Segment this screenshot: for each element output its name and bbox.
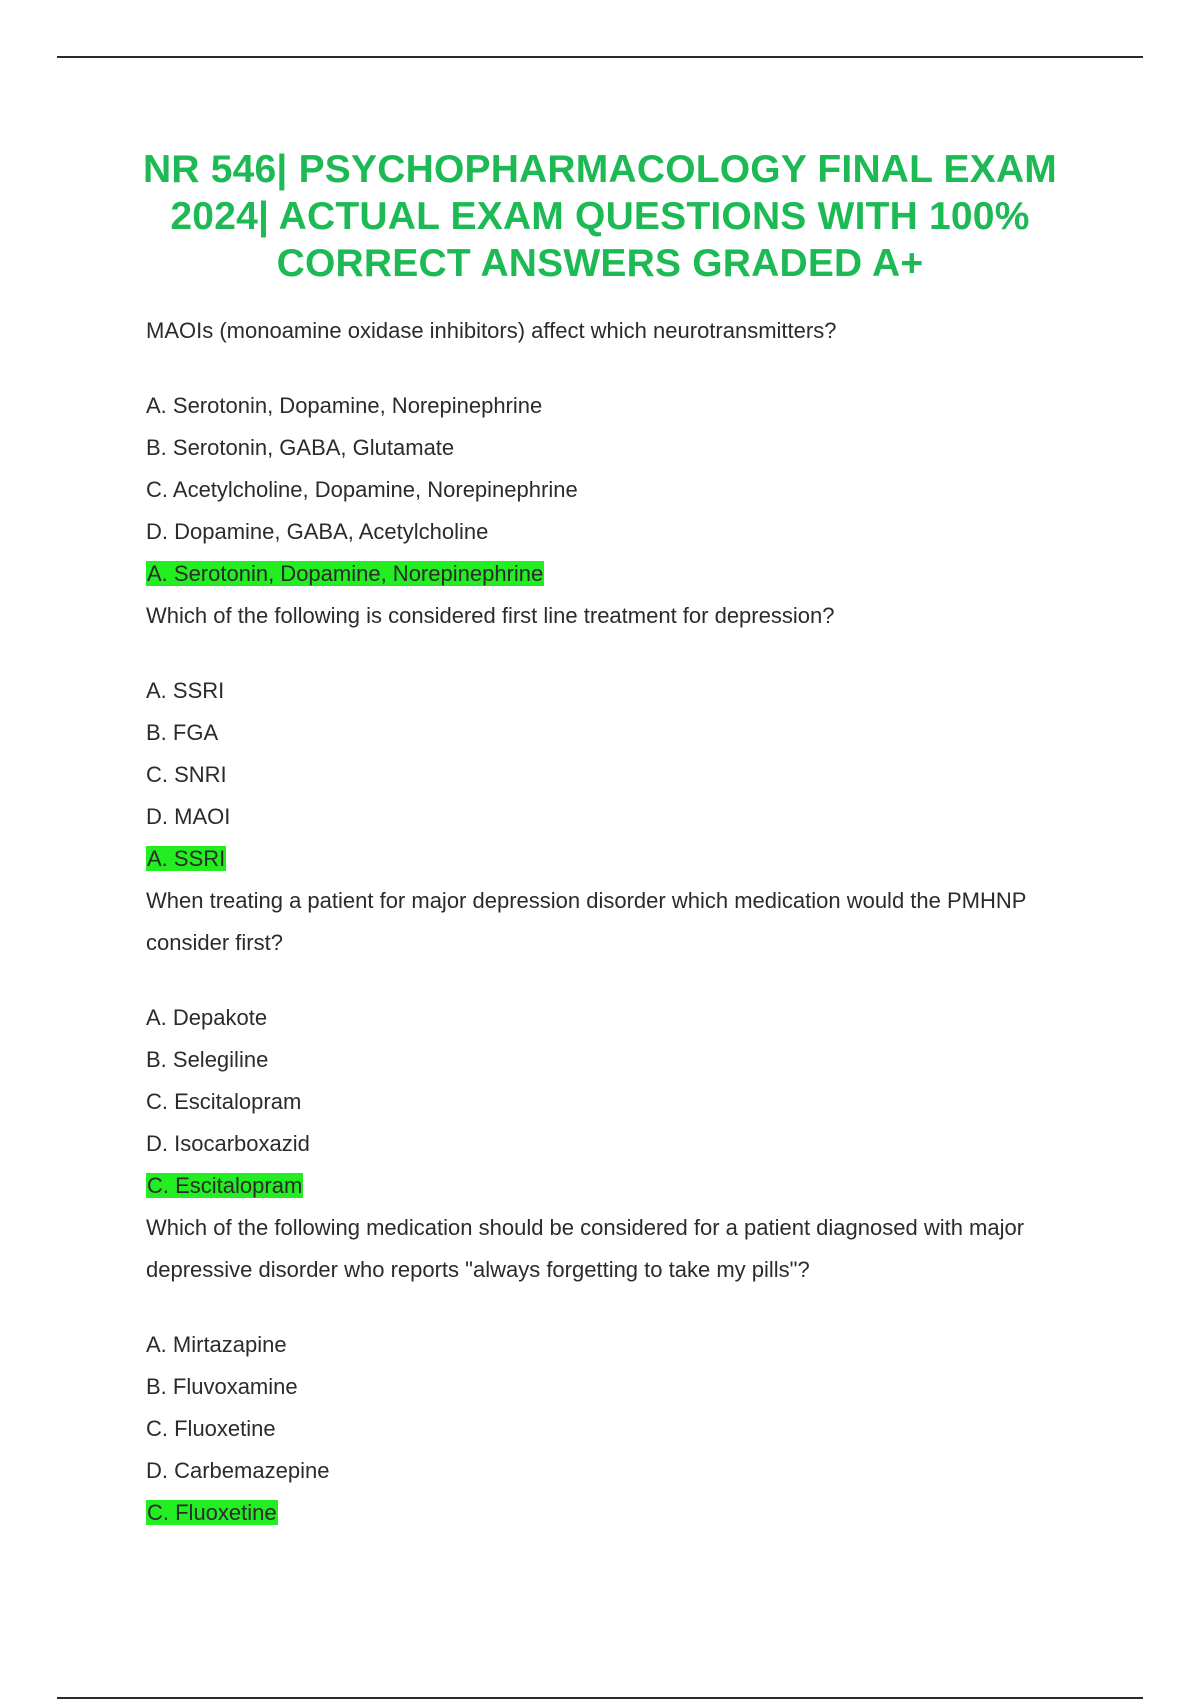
question-block-4 xyxy=(146,1207,1086,1534)
correct-answer-highlight: A. Serotonin, Dopamine, Norepinephrine xyxy=(147,561,544,586)
option-list xyxy=(146,1324,1086,1492)
answer-line xyxy=(146,1165,1086,1207)
top-divider xyxy=(57,56,1143,58)
option-item: A. Serotonin, Dopamine, Norepinephrine xyxy=(146,393,543,418)
questions-container xyxy=(146,310,1086,1534)
option-item: B. Serotonin, GABA, Glutamate xyxy=(146,435,455,460)
option-item: B. Selegiline xyxy=(146,1047,269,1072)
question-text: When treating a patient for major depression disorder which medication would the PMHNP consider first? xyxy=(146,888,1027,955)
answer-line xyxy=(146,1492,1086,1534)
option-item: D. MAOI xyxy=(146,804,231,829)
document-title: NR 546| PSYCHOPHARMACOLOGY FINAL EXAM 2024| ACTUAL EXAM QUESTIONS WITH 100% CORRECT ANSWERS GRADED A+ xyxy=(143,148,1057,285)
option-item: D. Dopamine, GABA, Acetylcholine xyxy=(146,519,489,544)
correct-answer-highlight: A. SSRI xyxy=(147,846,226,871)
option-item: B. Fluvoxamine xyxy=(146,1374,298,1399)
question-block-3 xyxy=(146,880,1086,1207)
answer-line xyxy=(146,553,1086,595)
question-text: Which of the following is considered first line treatment for depression? xyxy=(146,603,835,628)
option-list xyxy=(146,385,1086,553)
option-item: B. FGA xyxy=(146,720,219,745)
question-block-2 xyxy=(146,595,1086,880)
question-text: Which of the following medication should be considered for a patient diagnosed with major depressive disorder who reports "always forgetting to take my pills"? xyxy=(146,1215,1025,1282)
correct-answer-highlight: C. Escitalopram xyxy=(147,1173,303,1198)
option-list xyxy=(146,670,1086,838)
question-text: MAOIs (monoamine oxidase inhibitors) affect which neurotransmitters? xyxy=(146,318,837,343)
option-item: A. Depakote xyxy=(146,1005,268,1030)
option-item: D. Carbemazepine xyxy=(146,1458,330,1483)
option-item: A. SSRI xyxy=(146,678,225,703)
option-item: D. Isocarboxazid xyxy=(146,1131,310,1156)
option-list xyxy=(146,997,1086,1165)
bottom-divider xyxy=(57,1697,1143,1699)
answer-line xyxy=(146,838,1086,880)
option-item: C. Escitalopram xyxy=(146,1089,302,1114)
option-item: C. Acetylcholine, Dopamine, Norepinephrine xyxy=(146,477,578,502)
correct-answer-highlight: C. Fluoxetine xyxy=(147,1500,277,1525)
option-item: C. SNRI xyxy=(146,762,227,787)
option-item: A. Mirtazapine xyxy=(146,1332,287,1357)
option-item: C. Fluoxetine xyxy=(146,1416,276,1441)
question-block-1 xyxy=(146,310,1086,595)
